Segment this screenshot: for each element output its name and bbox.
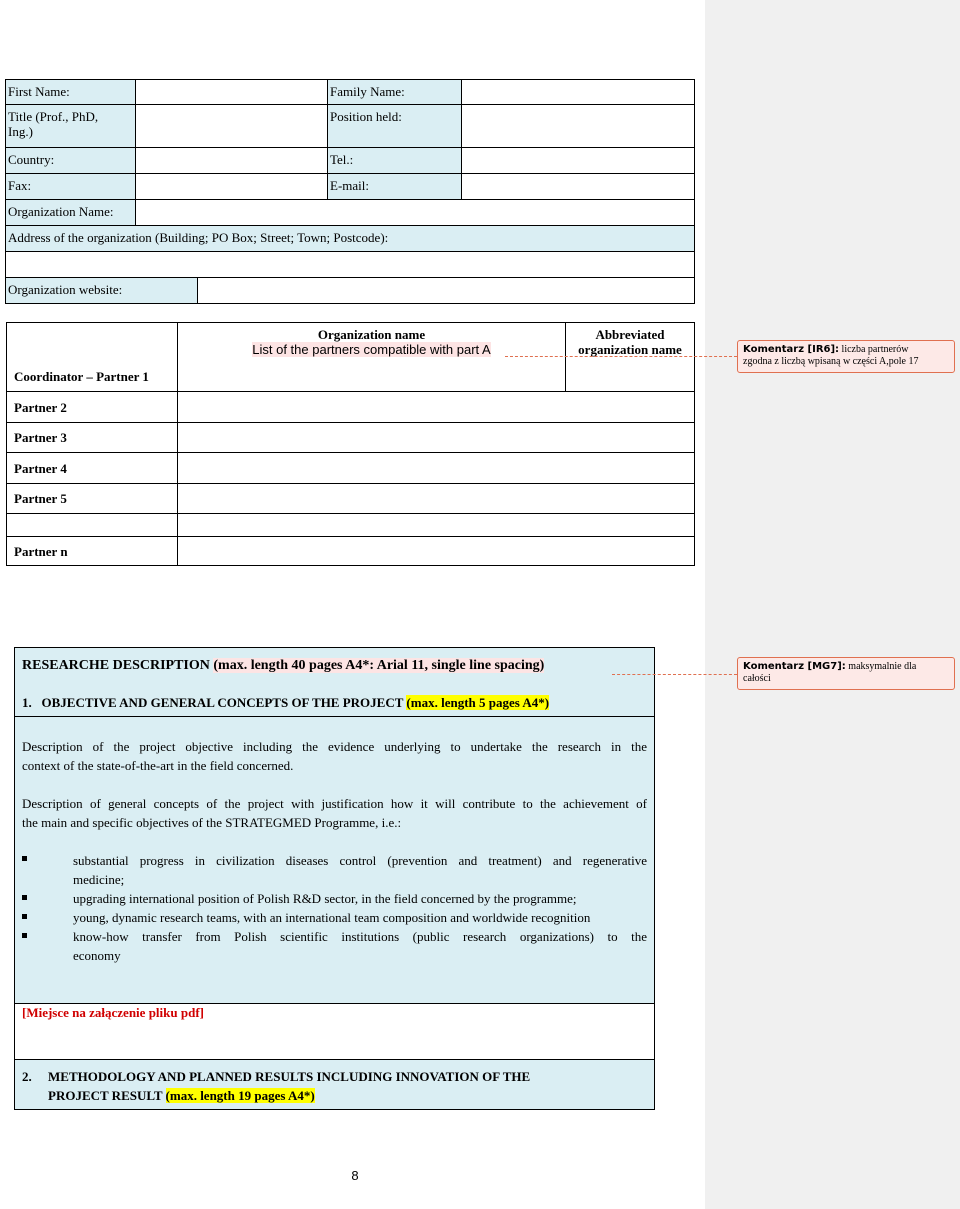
comment-ir6-text1: liczba partnerów (841, 344, 909, 355)
objective-description-line1: Description of the project objective including the evidence underlying to undertake the research in the (22, 739, 647, 754)
address-field[interactable] (5, 251, 695, 278)
section-2-title-text: PROJECT RESULT (48, 1088, 166, 1103)
abbr-col-title-1: Abbreviated (595, 327, 665, 342)
concepts-description (22, 794, 647, 832)
tel-field[interactable] (461, 147, 695, 174)
abbr-col-header (565, 322, 695, 392)
org-name-col-subtitle-text: List of the partners compatible with part A (252, 342, 491, 357)
section-2-title-line2 (48, 1086, 315, 1105)
website-field[interactable] (197, 277, 695, 304)
address-label: Address of the organization (Building; PO Box; Street; Town; Postcode): (5, 225, 695, 252)
objective-description (22, 737, 647, 775)
research-heading (22, 657, 544, 675)
bullet-icon (22, 856, 27, 861)
org-name-col-subtitle (178, 342, 565, 357)
page-number: 8 (351, 1168, 359, 1183)
partner-row-label: Coordinator – Partner 1 (14, 369, 149, 384)
pdf-attachment-placeholder: [Miejsce na załączenie pliku pdf] (22, 1005, 204, 1020)
abbr-col-title-2: organization name (578, 342, 682, 357)
comment-ir6-text2: zgodna z liczbą wpisaną w części A,pole 17 (743, 356, 919, 367)
partner-row-field[interactable] (177, 513, 695, 537)
partner-row-label: Partner n (14, 544, 68, 559)
first-name-label: First Name: (5, 79, 136, 105)
comment-mg7-tag: Komentarz [MG7]: (743, 661, 846, 672)
research-heading-main: RESEARCHE DESCRIPTION (22, 658, 214, 673)
section-2-number: 2. (22, 1069, 32, 1084)
partner-row-field[interactable] (177, 483, 695, 514)
fax-field[interactable] (135, 173, 328, 200)
title-field[interactable] (135, 104, 328, 148)
list-item: know-how transfer from Polish scientific institutions (public research organizations) to the (73, 929, 647, 944)
comment-mg7-text1: maksymalnie dla (848, 661, 917, 672)
list-item: upgrading international position of Polish R&D sector, in the field concerned by the programme; (73, 891, 577, 906)
partner-row-label: Partner 5 (14, 491, 67, 506)
concepts-description-line1: Description of general concepts of the project with justification how it will contribute to the achievement of (22, 796, 647, 811)
partner-row-field[interactable] (177, 536, 695, 566)
section-1-title: OBJECTIVE AND GENERAL CONCEPTS OF THE PROJECT (41, 695, 407, 710)
section-1-number: 1. (22, 695, 32, 710)
partner-row-label: Partner 2 (14, 400, 67, 415)
partner-row-label: Partner 4 (14, 461, 67, 476)
section-1-note: (max. length 5 pages A4*) (406, 695, 550, 710)
org-name-field[interactable] (135, 199, 695, 226)
comment-mg7 (737, 657, 955, 690)
partner-row-field[interactable] (177, 391, 695, 423)
comment-connector-1 (505, 356, 737, 357)
section-2-note: (max. length 19 pages A4*) (165, 1088, 315, 1103)
concepts-description-line2: the main and specific objectives of the STRATEGMED Programme, i.e.: (22, 815, 402, 830)
position-held-field[interactable] (461, 104, 695, 148)
partner-row-field[interactable] (177, 422, 695, 453)
comment-margin (705, 0, 960, 1209)
title-label-line1: Title (Prof., PhD, (8, 109, 99, 124)
comment-connector-2 (612, 674, 737, 675)
first-name-field[interactable] (135, 79, 328, 105)
website-label: Organization website: (5, 277, 198, 304)
tel-label: Tel.: (327, 147, 462, 174)
org-name-col-header (177, 322, 566, 392)
list-item: substantial progress in civilization diseases control (prevention and treatment) and regenerative (73, 853, 647, 868)
partner-row-label: Partner 3 (14, 430, 67, 445)
list-item-continuation: economy (73, 948, 121, 963)
section-1-heading (22, 694, 549, 711)
list-item: young, dynamic research teams, with an international team composition and worldwide recognition (73, 910, 591, 925)
comment-ir6 (737, 340, 955, 373)
fax-label: Fax: (5, 173, 136, 200)
comment-ir6-line1 (743, 344, 949, 356)
comment-mg7-line1 (743, 661, 949, 673)
comment-mg7-text2: całości (743, 673, 771, 684)
email-label: E-mail: (327, 173, 462, 200)
title-label-line2: Ing.) (8, 124, 33, 139)
bullet-icon (22, 914, 27, 919)
position-held-label: Position held: (327, 104, 462, 148)
family-name-field[interactable] (461, 79, 695, 105)
comment-ir6-tag: Komentarz [IR6]: (743, 344, 840, 355)
title-label (5, 104, 136, 148)
header-col-divider (565, 322, 566, 392)
partner-row-field[interactable] (177, 452, 695, 484)
bullet-icon (22, 895, 27, 900)
family-name-label: Family Name: (327, 79, 462, 105)
bullet-icon (22, 933, 27, 938)
org-name-col-title: Organization name (317, 327, 426, 342)
research-heading-note: (max. length 40 pages A4*: Arial 11, single line spacing) (213, 658, 545, 673)
country-label: Country: (5, 147, 136, 174)
country-field[interactable] (135, 147, 328, 174)
org-name-label: Organization Name: (5, 199, 136, 226)
section-2-title-line1: METHODOLOGY AND PLANNED RESULTS INCLUDING INNOVATION OF THE (48, 1069, 531, 1084)
email-field[interactable] (461, 173, 695, 200)
objective-description-line2: context of the state-of-the-art in the field concerned. (22, 758, 294, 773)
list-item-continuation: medicine; (73, 872, 125, 887)
